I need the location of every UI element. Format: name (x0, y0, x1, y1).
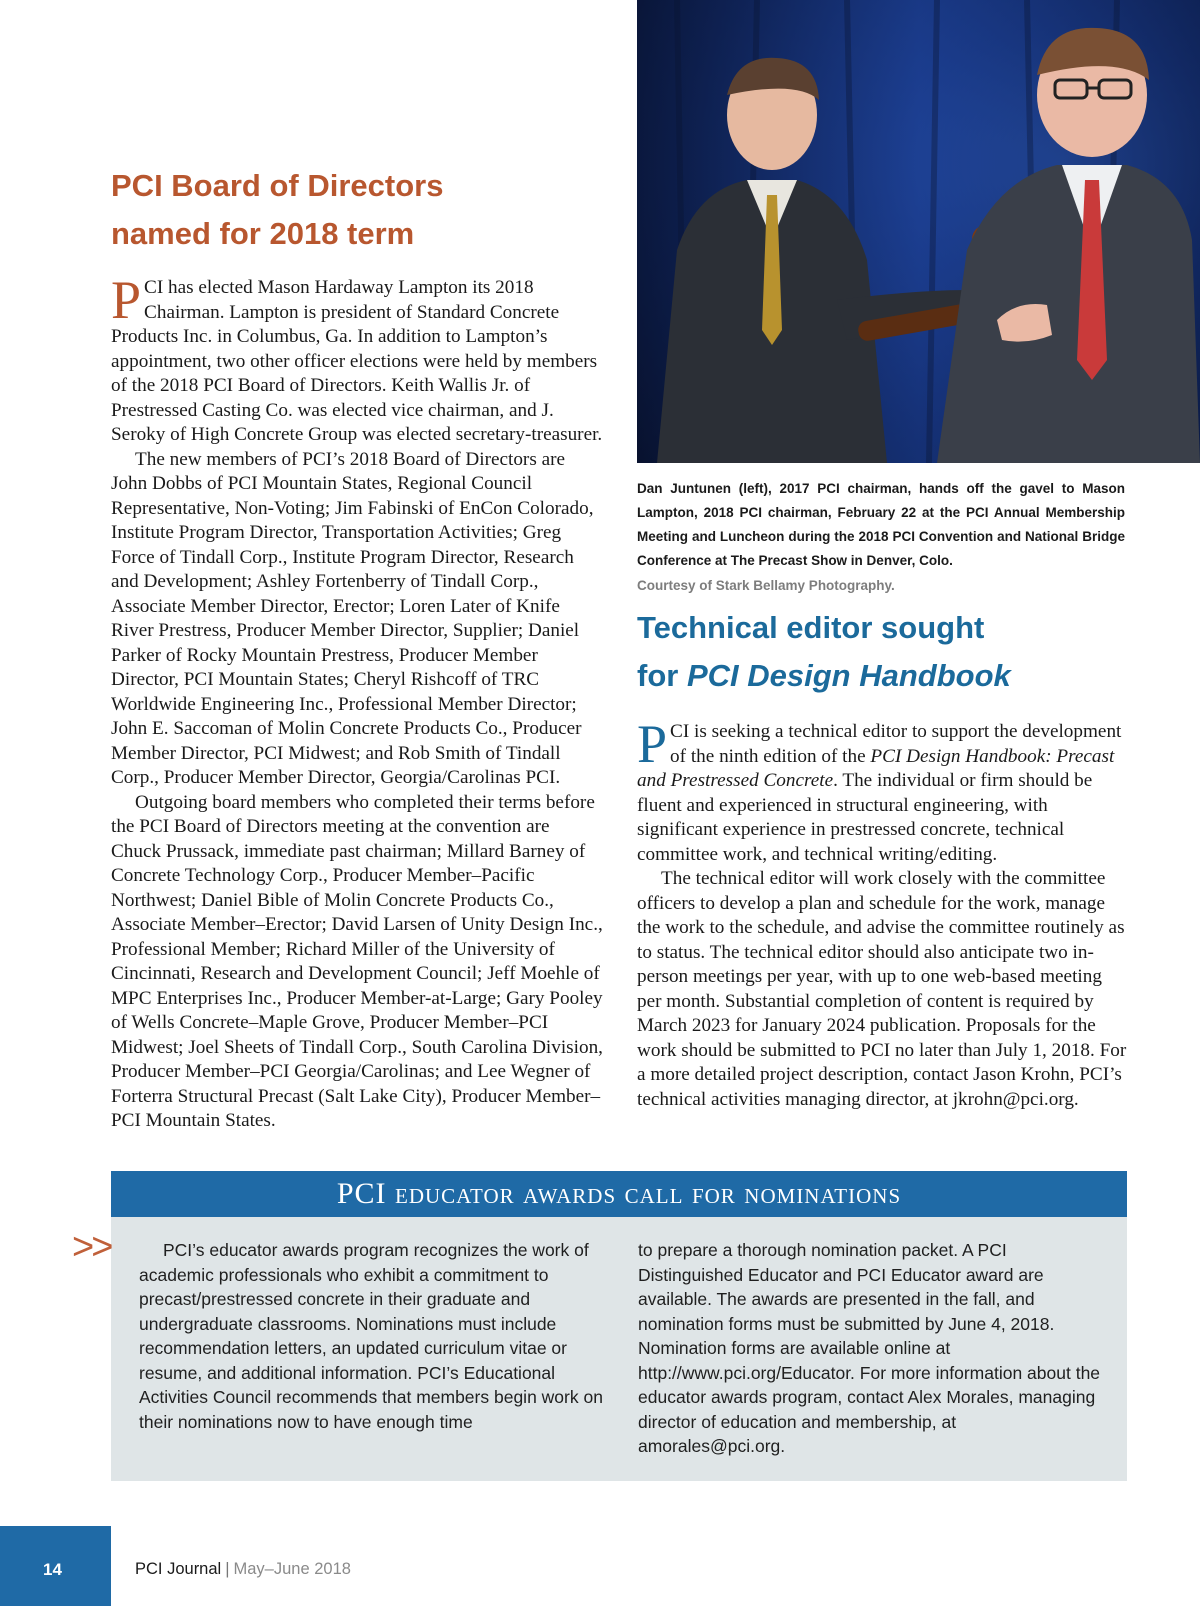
photo-illustration (637, 0, 1200, 463)
editor-handbook-title: PCI Design Handbook: Precast and Prestressed Concrete (637, 745, 1115, 791)
footer-separator: | (225, 1560, 230, 1578)
board-article-body (111, 270, 604, 1134)
educator-column-1-text: PCI’s educator awards program recognizes the work of academic professionals who exhibit a commitment to precast/prestressed concrete in their graduate and undergraduate classrooms. Nominations must include recommendation letters, an updated curriculum vitae or resume, and additional information. PCI’s Educational Activities Council recommends that members begin work on their nominations now to have enough time (139, 1240, 603, 1432)
footer-issue-date: May–June 2018 (233, 1560, 351, 1578)
board-heading-line1: PCI Board of Directors (111, 168, 444, 203)
educator-column-2-text: to prepare a thorough nomination packet. A PCI Distinguished Educator and PCI Educator award are available. The awards are presented in the fall, and nomination forms must be submitted by June 4, 2018. Nomination forms are available online at http://www.pci.org/Educator. For more information about the educator awards program, contact Alex Morales, managing director of education and membership, at amorales@pci.org. (638, 1240, 1101, 1456)
photo-caption: Dan Juntunen (left), 2017 PCI chairman, hands off the gavel to Mason Lampton, 2018 PCI chairman, February 22 at the PCI Annual Membership Meeting and Luncheon during the 2018 PCI Convention and National Bridge Conference at The Precast Show in Denver, Colo. (637, 481, 1125, 568)
board-paragraph-1 (111, 270, 604, 448)
board-dropcap: P (111, 270, 142, 330)
board-article-heading (111, 162, 631, 258)
editor-heading-for: for (637, 658, 687, 693)
board-heading-line2: named for 2018 term (111, 216, 415, 251)
editor-article-heading (637, 604, 1157, 700)
educator-column-2 (638, 1238, 1108, 1459)
editor-paragraph-1-b: . The individual or firm should be fluent and experienced in structural engineering, with significant experience in prestressed concrete, technical committee work, and technical writing/editing. (637, 770, 1093, 865)
double-chevron-icon: >> (72, 1226, 111, 1268)
board-paragraph-2: The new members of PCI’s 2018 Board of Directors are John Dobbs of PCI Mountain States, Regional Council Representative, Non-Voting; Jim Fabinski of EnCon Colorado, Institute Program Director, Transportation Activities; Greg Force of Tindall Corp., Institute Program Director, Research and Development; Ashley Fortenberry of Tindall Corp., Associate Member Director, Erector; Loren Later of Knife River Prestress, Producer Member Director, Supplier; Daniel Parker of Rocky Mountain Prestress, Producer Member Director, PCI Mountain States; Cheryl Rishcoff of TRC Worldwide Engineering Inc., Professional Member Director; John E. Saccoman of Molin Concrete Products Co., Producer Member Director, PCI Midwest; and Rob Smith of Tindall Corp., Producer Member Director, Georgia/Carolinas PCI. (111, 448, 594, 788)
footer-journal-name: PCI Journal (135, 1560, 222, 1578)
editor-heading-italic: PCI Design Handbook (686, 658, 1011, 693)
editor-paragraph-1-a: CI is seeking a technical editor to support the development of the ninth edition of the (670, 721, 1122, 767)
board-paragraph-3: Outgoing board members who completed their terms before the PCI Board of Directors meeting at the convention are Chuck Prussack, immediate past chairman; Millard Barney of Concrete Technology Corp., Producer Member–Pacific Northwest; Daniel Bible of Molin Concrete Products Co., Associate Member–Erector; David Larsen of Unity Design Inc., Professional Member; Richard Miller of the University of Cincinnati, Research and Development Council; Jeff Moehle of MPC Enterprises Inc., Producer Member-at-Large; Gary Pooley of Wells Concrete–Maple Grove, Producer Member–PCI Midwest; Joel Sheets of Tindall Corp., South Carolina Division, Producer Member–PCI Georgia/Carolinas; and Lee Wegner of Forterra Structural Precast (Salt Lake City), Producer Member–PCI Mountain States. (111, 791, 603, 1131)
page-number: 14 (43, 1560, 62, 1579)
footer-journal-info (135, 1559, 351, 1579)
gavel-handoff-photo (637, 0, 1200, 463)
educator-awards-title: PCI educator awards call for nominations (111, 1171, 1127, 1217)
photo-credit: Courtesy of Stark Bellamy Photography. (637, 578, 895, 593)
editor-article-body (637, 714, 1127, 1112)
educator-column-1 (139, 1238, 609, 1434)
editor-heading-line1: Technical editor sought (637, 610, 985, 645)
editor-paragraph-2: The technical editor will work closely with the committee officers to develop a plan and schedule for the work, manage the work to the schedule, and advise the committee routinely as to status. The technical editor should also anticipate two in-person meetings per year, with up to one web-based meeting per month. Substantial completion of content is required by March 2023 for January 2024 publication. Proposals for the work should be submitted to PCI no later than July 1, 2018. For a more detailed project description, contact Jason Krohn, PCI’s technical activities managing director, at jkrohn@pci.org. (637, 868, 1127, 1110)
board-paragraph-1-text: CI has elected Mason Hardaway Lampton its 2018 Chairman. Lampton is president of Standard Concrete Products Inc. in Columbus, Ga. In addition to Lampton’s appointment, two other officer elections were held by members of the 2018 PCI Board of Directors. Keith Wallis Jr. of Prestressed Casting Co. was elected vice chairman, and J. Seroky of High Concrete Group was elected secretary-treasurer. (111, 277, 603, 445)
editor-dropcap: P (637, 714, 668, 774)
editor-paragraph-1 (637, 714, 1127, 867)
